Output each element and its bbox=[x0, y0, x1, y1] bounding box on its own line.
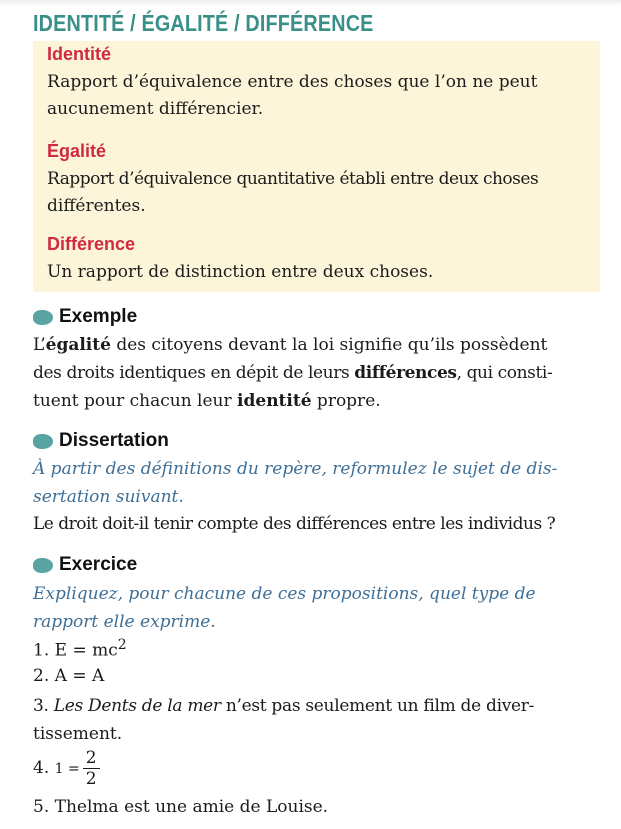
definition-line: Rapport d’équivalence entre des choses que l’on ne peut bbox=[47, 72, 538, 92]
exemple-text bbox=[33, 331, 603, 415]
exercice-item-4: 4. 1 = $\frac{2}{2}$ bbox=[33, 748, 100, 789]
exemple-line: tuent pour chacun leur identité propre. bbox=[33, 391, 381, 411]
term-egalite: Égalité bbox=[47, 141, 107, 161]
term-identite: Identité bbox=[47, 44, 112, 64]
definition-egalite bbox=[47, 166, 592, 220]
exercice-item-2: 2. A = A bbox=[33, 666, 105, 686]
fraction: $\frac{2}{2}$ bbox=[83, 748, 100, 789]
bullet-dot-icon bbox=[33, 558, 53, 573]
instruction-line: rapport elle exprime. bbox=[33, 612, 216, 632]
page-title: IDENTITÉ / ÉGALITÉ / DIFFÉRENCE bbox=[33, 10, 374, 36]
bullet-dot-icon bbox=[33, 310, 53, 325]
dissertation-subject: Le droit doit-il tenir compte des différences entre les individus ? bbox=[33, 514, 556, 534]
instruction-line: sertation suivant. bbox=[33, 487, 184, 507]
dissertation-instruction bbox=[33, 455, 603, 511]
exercice-instruction bbox=[33, 580, 603, 636]
exercice-heading bbox=[33, 554, 137, 576]
definition-difference: Un rapport de distinction entre deux choses. bbox=[47, 262, 434, 282]
exercice-item-3-cont: tissement. bbox=[33, 724, 123, 744]
exercice-item-3: 3. Les Dents de la mer n’est pas seulement un film de diver- bbox=[33, 696, 535, 716]
instruction-line: Expliquez, pour chacune de ces propositions, quel type de bbox=[33, 584, 536, 604]
exemple-heading-label: Exemple bbox=[59, 306, 138, 327]
exemple-heading bbox=[33, 306, 137, 328]
instruction-line: À partir des définitions du repère, reformulez le sujet de dis- bbox=[33, 459, 558, 479]
definitions-box bbox=[33, 41, 600, 292]
top-shadow-bar bbox=[0, 0, 621, 6]
definition-identite bbox=[47, 69, 592, 123]
bullet-dot-icon bbox=[33, 434, 53, 449]
term-difference: Différence bbox=[47, 234, 136, 254]
exercice-item-1: 1. $E = mc^2$ bbox=[33, 637, 127, 661]
definition-line: Rapport d’équivalence quantitative établi entre deux choses bbox=[47, 169, 539, 189]
exercice-item-5: 5. Thelma est une amie de Louise. bbox=[33, 797, 329, 817]
definition-line: aucunement différencier. bbox=[47, 99, 264, 119]
dissertation-heading-label: Dissertation bbox=[59, 430, 169, 451]
exemple-line: des droits identiques en dépit de leurs différences, qui consti- bbox=[33, 363, 553, 383]
dissertation-heading bbox=[33, 430, 169, 452]
exercice-heading-label: Exercice bbox=[59, 554, 138, 575]
exemple-line: L’égalité des citoyens devant la loi signifie qu’ils possèdent bbox=[33, 335, 548, 355]
definition-line: différentes. bbox=[47, 196, 146, 216]
